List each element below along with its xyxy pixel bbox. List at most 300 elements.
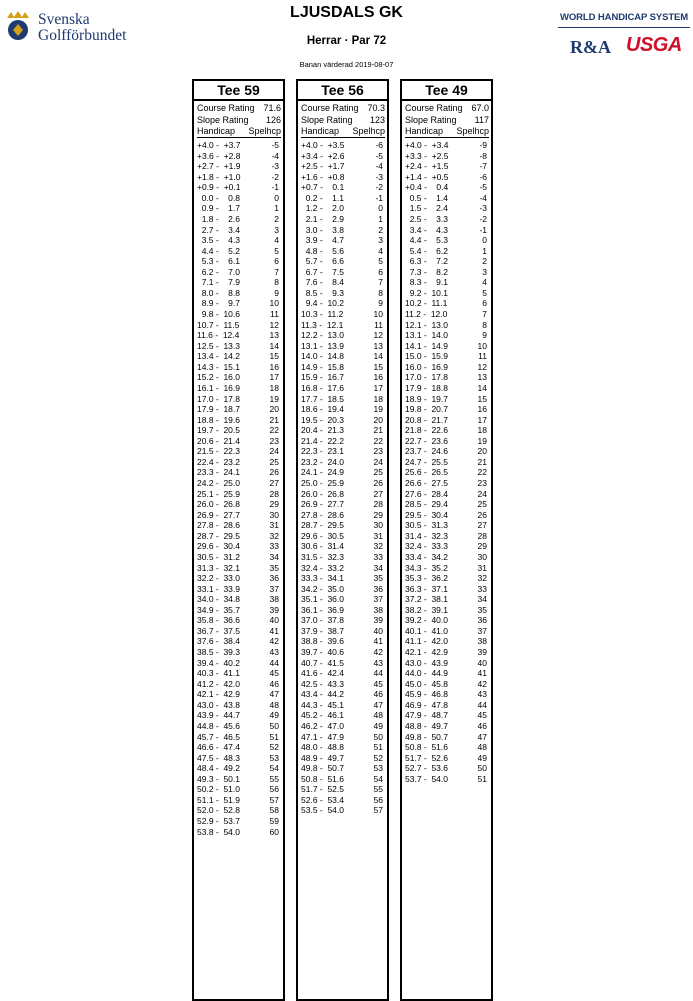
- tee-title: Tee 49: [402, 81, 491, 101]
- table-row: [301, 203, 385, 214]
- handicap-range: 45.7 - 46.5: [197, 731, 241, 742]
- course-rating-value: 70.3: [367, 103, 385, 113]
- handicap-range: 8.9 - 9.7: [197, 298, 240, 309]
- handicap-range: 18.6 - 19.4: [301, 404, 345, 415]
- table-row: [197, 552, 281, 563]
- table-row: [197, 573, 281, 584]
- playing-handicap: 49: [477, 752, 487, 763]
- divider: [558, 27, 690, 28]
- handicap-range: 37.0 - 37.8: [301, 615, 345, 626]
- playing-handicap: 1: [482, 245, 487, 256]
- handicap-range: 35.8 - 36.6: [197, 615, 241, 626]
- handicap-range: 10.2 - 11.1: [405, 298, 448, 309]
- playing-handicap: 6: [378, 266, 383, 277]
- handicap-range: +3.3 - +2.5: [405, 150, 449, 161]
- handicap-range: +4.0 - +3.4: [405, 140, 449, 150]
- playing-handicap: 52: [373, 752, 383, 763]
- table-row: [405, 774, 489, 785]
- playing-handicap: 60: [269, 826, 279, 837]
- handicap-range: 1.8 - 2.6: [197, 213, 240, 224]
- handicap-range: 20.4 - 21.3: [301, 425, 345, 436]
- spelhcp-header: Spelhcp: [456, 126, 489, 136]
- table-row: [405, 151, 489, 162]
- table-row: [405, 679, 489, 690]
- usga-logo: USGA: [626, 34, 682, 56]
- playing-handicap: 12: [373, 330, 383, 341]
- playing-handicap: 53: [373, 763, 383, 774]
- playing-handicap: 0: [482, 235, 487, 246]
- handicap-range: 13.1 - 13.9: [301, 340, 345, 351]
- playing-handicap: 44: [373, 668, 383, 679]
- handicap-range: 10.7 - 11.5: [197, 319, 240, 330]
- handicap-range: 5.3 - 6.1: [197, 256, 240, 267]
- playing-handicap: 13: [373, 340, 383, 351]
- table-row: [301, 605, 385, 616]
- handicap-range: 10.3 - 11.2: [301, 309, 344, 319]
- table-row: [301, 214, 385, 225]
- table-row: [405, 362, 489, 373]
- table-row: [405, 478, 489, 489]
- playing-handicap: 22: [373, 435, 383, 446]
- table-row: [405, 372, 489, 383]
- playing-handicap: 26: [269, 467, 279, 478]
- playing-handicap: 55: [269, 773, 279, 784]
- table-row: [197, 668, 281, 679]
- playing-handicap: 39: [373, 615, 383, 626]
- handicap-range: 50.8 - 51.6: [405, 742, 449, 753]
- table-row: [405, 182, 489, 193]
- handicap-range: 41.1 - 42.0: [405, 636, 449, 647]
- table-row: [405, 658, 489, 669]
- handicap-range: 9.8 - 10.6: [197, 309, 240, 319]
- playing-handicap: 56: [269, 784, 279, 795]
- playing-handicap: 43: [269, 647, 279, 657]
- playing-handicap: 52: [269, 742, 279, 753]
- handicap-range: 27.6 - 28.4: [405, 488, 449, 499]
- playing-handicap: -6: [375, 140, 383, 150]
- playing-handicap: 35: [477, 604, 487, 615]
- handicap-range: 12.1 - 13.0: [405, 319, 449, 330]
- playing-handicap: -1: [375, 192, 383, 203]
- handicap-range: 48.9 - 49.7: [301, 752, 345, 763]
- table-header: [301, 126, 385, 138]
- playing-handicap: 33: [373, 551, 383, 562]
- handicap-range: 44.0 - 44.9: [405, 668, 449, 679]
- playing-handicap: 41: [477, 668, 487, 679]
- handicap-range: 24.2 - 25.0: [197, 478, 241, 488]
- playing-handicap: 45: [269, 668, 279, 679]
- handicap-range: 1.5 - 2.4: [405, 203, 448, 214]
- table-row: [301, 584, 385, 595]
- playing-handicap: 47: [373, 699, 383, 710]
- handicap-range: 12.5 - 13.3: [197, 340, 241, 351]
- handicap-range: 39.7 - 40.6: [301, 647, 345, 657]
- playing-handicap: 39: [477, 647, 487, 657]
- slope-rating-row: [405, 115, 489, 127]
- handicap-range: 52.0 - 52.8: [197, 805, 241, 816]
- playing-handicap: 53: [269, 752, 279, 763]
- table-row: [405, 541, 489, 552]
- handicap-range: 48.4 - 49.2: [197, 763, 241, 774]
- table-row: [197, 394, 281, 405]
- table-row: [197, 288, 281, 299]
- handicap-range: 17.9 - 18.7: [197, 404, 241, 415]
- handicap-range: 42.5 - 43.3: [301, 678, 345, 689]
- handicap-range: 16.0 - 16.9: [405, 361, 449, 372]
- ra-logo: R&A: [570, 37, 611, 57]
- table-row: [301, 161, 385, 172]
- table-row: [301, 710, 385, 721]
- table-row: [197, 563, 281, 574]
- handicap-range: 38.8 - 39.6: [301, 636, 345, 647]
- playing-handicap: 58: [269, 805, 279, 816]
- table-row: [197, 732, 281, 743]
- table-row: [301, 636, 385, 647]
- playing-handicap: 20: [373, 414, 383, 425]
- tee-column: [296, 79, 389, 1001]
- tee-column: [400, 79, 493, 1001]
- playing-handicap: 54: [373, 773, 383, 784]
- handicap-range: 43.0 - 43.9: [405, 657, 449, 668]
- handicap-range: 1.2 - 2.0: [301, 203, 344, 214]
- table-row: [197, 827, 281, 838]
- handicap-range: 40.3 - 41.1: [197, 668, 241, 679]
- playing-handicap: 23: [269, 435, 279, 446]
- playing-handicap: 40: [373, 625, 383, 636]
- handicap-range: 3.0 - 3.8: [301, 224, 344, 235]
- handicap-range: 14.1 - 14.9: [405, 340, 449, 351]
- handicap-range: 39.2 - 40.0: [405, 615, 449, 626]
- playing-handicap: 15: [373, 361, 383, 372]
- handicap-range: 22.4 - 23.2: [197, 456, 241, 467]
- slope-rating-row: [301, 115, 385, 127]
- handicap-range: 9.2 - 10.1: [405, 287, 448, 298]
- table-row: [197, 520, 281, 531]
- table-row: [197, 816, 281, 827]
- table-row: [197, 172, 281, 183]
- handicap-range: 45.2 - 46.1: [301, 710, 345, 721]
- handicap-range: 23.3 - 24.1: [197, 467, 241, 478]
- table-row: [197, 425, 281, 436]
- playing-handicap: 34: [373, 562, 383, 573]
- handicap-range: +1.6 - +0.8: [301, 171, 345, 182]
- handicap-range: 51.1 - 51.9: [197, 794, 241, 805]
- table-row: [197, 225, 281, 236]
- table-row: [405, 732, 489, 743]
- playing-handicap: 36: [269, 573, 279, 584]
- table-row: [405, 288, 489, 299]
- table-row: [301, 225, 385, 236]
- handicap-range: 0.5 - 1.4: [405, 192, 448, 203]
- playing-handicap: 27: [269, 478, 279, 488]
- table-row: [197, 457, 281, 468]
- handicap-range: 2.5 - 3.3: [405, 213, 448, 224]
- table-row: [405, 552, 489, 563]
- playing-handicap: 13: [477, 372, 487, 383]
- table-row: [301, 615, 385, 626]
- handicap-range: 29.6 - 30.5: [301, 530, 345, 541]
- handicap-range: 7.6 - 8.4: [301, 277, 344, 288]
- playing-handicap: 11: [374, 319, 383, 330]
- handicap-range: 49.8 - 50.7: [405, 731, 449, 742]
- playing-handicap: 42: [477, 678, 487, 689]
- table-row: [405, 214, 489, 225]
- playing-handicap: 50: [269, 720, 279, 731]
- playing-handicap: 18: [477, 425, 487, 436]
- handicap-range: 30.5 - 31.2: [197, 551, 241, 562]
- playing-handicap: 10: [373, 309, 383, 319]
- table-row: [301, 246, 385, 257]
- playing-handicap: 48: [373, 710, 383, 721]
- table-row: [301, 700, 385, 711]
- table-row: [301, 626, 385, 637]
- handicap-range: 52.7 - 53.6: [405, 763, 449, 774]
- table-row: [197, 700, 281, 711]
- table-row: [197, 235, 281, 246]
- playing-handicap: -1: [271, 182, 279, 193]
- playing-handicap: -7: [479, 161, 487, 172]
- playing-handicap: 1: [378, 213, 383, 224]
- table-row: [301, 140, 385, 151]
- table-row: [301, 531, 385, 542]
- playing-handicap: 50: [373, 731, 383, 742]
- playing-handicap: 30: [269, 509, 279, 520]
- table-row: [197, 351, 281, 362]
- handicap-range: 38.2 - 39.1: [405, 604, 449, 615]
- table-row: [405, 394, 489, 405]
- handicap-range: +3.4 - +2.6: [301, 150, 345, 161]
- handicap-range: 17.0 - 17.8: [197, 393, 241, 404]
- table-row: [197, 541, 281, 552]
- playing-handicap: -2: [375, 182, 383, 193]
- playing-handicap: 39: [269, 604, 279, 615]
- playing-handicap: 49: [373, 720, 383, 731]
- handicap-range: 13.4 - 14.2: [197, 351, 241, 362]
- tee-column: [192, 79, 285, 1001]
- course-rating-label: Course Rating: [405, 103, 463, 113]
- rating-date: Banan värderad 2019-08-07: [299, 60, 394, 69]
- handicap-range: +0.7 - 0.1: [301, 182, 345, 193]
- table-row: [301, 256, 385, 267]
- handicap-range: 28.7 - 29.5: [301, 520, 345, 531]
- playing-handicap: -2: [479, 213, 487, 224]
- table-row: [197, 489, 281, 500]
- playing-handicap: 27: [477, 520, 487, 531]
- handicap-range: +0.4 - 0.4: [405, 182, 449, 193]
- spelhcp-header: Spelhcp: [352, 126, 385, 136]
- handicap-range: 26.0 - 26.8: [301, 488, 345, 499]
- handicap-range: 13.1 - 14.0: [405, 330, 449, 341]
- table-row: [405, 499, 489, 510]
- playing-handicap: 22: [477, 467, 487, 478]
- handicap-range: 48.8 - 49.7: [405, 720, 449, 731]
- handicap-range: 53.5 - 54.0: [301, 805, 345, 816]
- table-row: [301, 330, 385, 341]
- spelhcp-header: Spelhcp: [248, 126, 281, 136]
- handicap-range: 18.8 - 19.6: [197, 414, 241, 425]
- playing-handicap: -2: [271, 171, 279, 182]
- table-row: [301, 415, 385, 426]
- table-row: [197, 615, 281, 626]
- table-row: [405, 225, 489, 236]
- slope-rating-value: 126: [265, 114, 281, 125]
- table-row: [197, 446, 281, 457]
- table-row: [405, 172, 489, 183]
- playing-handicap: 0: [274, 192, 279, 203]
- table-row: [197, 309, 281, 320]
- playing-handicap: 43: [477, 689, 487, 700]
- table-row: [405, 605, 489, 616]
- playing-handicap: 48: [477, 742, 487, 753]
- table-row: [197, 161, 281, 172]
- handicap-range: 49.3 - 50.1: [197, 773, 241, 784]
- handicap-range: 18.9 - 19.7: [405, 393, 449, 404]
- handicap-range: 47.1 - 47.9: [301, 731, 345, 742]
- playing-handicap: 15: [269, 351, 279, 362]
- playing-handicap: 40: [477, 657, 487, 668]
- playing-handicap: 4: [482, 277, 487, 288]
- handicap-range: 22.3 - 23.1: [301, 446, 345, 457]
- handicap-range: 40.1 - 41.0: [405, 625, 449, 636]
- table-row: [405, 383, 489, 394]
- playing-handicap: 21: [269, 414, 279, 425]
- table-row: [197, 753, 281, 764]
- playing-handicap: 16: [373, 372, 383, 383]
- playing-handicap: 4: [274, 235, 279, 246]
- playing-handicap: 46: [373, 689, 383, 700]
- table-row: [301, 594, 385, 605]
- handicap-range: 46.6 - 47.4: [197, 742, 241, 753]
- table-row: [301, 763, 385, 774]
- handicap-range: 11.2 - 12.0: [405, 309, 448, 319]
- table-row: [197, 763, 281, 774]
- playing-handicap: 25: [477, 499, 487, 510]
- playing-handicap: 57: [269, 794, 279, 805]
- playing-handicap: 31: [269, 520, 279, 531]
- playing-handicap: 32: [373, 541, 383, 552]
- handicap-range: 36.3 - 37.1: [405, 583, 449, 594]
- handicap-range: 15.2 - 16.0: [197, 372, 241, 383]
- table-row: [301, 151, 385, 162]
- handicap-range: 0.2 - 1.1: [301, 192, 344, 203]
- handicap-range: 42.1 - 42.9: [405, 647, 449, 657]
- table-row: [197, 805, 281, 816]
- playing-handicap: 37: [477, 625, 487, 636]
- playing-handicap: 24: [477, 488, 487, 499]
- table-row: [197, 415, 281, 426]
- handicap-range: 48.0 - 48.8: [301, 742, 345, 753]
- tee-title: Tee 59: [194, 81, 283, 101]
- handicap-range: 34.3 - 35.2: [405, 562, 449, 573]
- playing-handicap: 7: [482, 309, 487, 319]
- handicap-range: 37.2 - 38.1: [405, 594, 449, 605]
- table-row: [301, 341, 385, 352]
- table-row: [197, 774, 281, 785]
- table-row: [301, 668, 385, 679]
- table-row: [301, 721, 385, 732]
- playing-handicap: 51: [477, 773, 487, 784]
- table-row: [301, 689, 385, 700]
- table-row: [405, 436, 489, 447]
- handicap-range: 14.0 - 14.8: [301, 351, 345, 362]
- playing-handicap: 14: [477, 382, 487, 393]
- table-row: [197, 510, 281, 521]
- playing-handicap: 22: [269, 425, 279, 436]
- playing-handicap: 51: [269, 731, 279, 742]
- club-title: LJUSDALS GK: [290, 4, 403, 21]
- handicap-range: 45.9 - 46.8: [405, 689, 449, 700]
- playing-handicap: 17: [373, 382, 383, 393]
- table-row: [197, 341, 281, 352]
- handicap-range: 33.3 - 34.1: [301, 573, 345, 584]
- table-row: [197, 383, 281, 394]
- handicap-header: Handicap: [197, 126, 236, 136]
- table-row: [405, 584, 489, 595]
- handicap-range: 34.9 - 35.7: [197, 604, 241, 615]
- playing-handicap: 33: [269, 541, 279, 552]
- table-header: [197, 126, 281, 138]
- handicap-range: 29.6 - 30.4: [197, 541, 241, 552]
- table-row: [405, 467, 489, 478]
- playing-handicap: 1: [274, 203, 279, 214]
- playing-handicap: 29: [269, 499, 279, 510]
- handicap-range: 3.4 - 4.3: [405, 224, 448, 235]
- table-row: [405, 425, 489, 436]
- table-row: [197, 710, 281, 721]
- slope-rating-row: [197, 115, 281, 127]
- table-row: [197, 689, 281, 700]
- table-row: [405, 256, 489, 267]
- handicap-range: 12.2 - 13.0: [301, 330, 345, 341]
- handicap-range: 4.4 - 5.3: [405, 235, 448, 246]
- table-row: [301, 457, 385, 468]
- playing-handicap: 5: [378, 256, 383, 267]
- playing-handicap: 32: [269, 530, 279, 541]
- handicap-range: 49.8 - 50.7: [301, 763, 345, 774]
- playing-handicap: 18: [373, 393, 383, 404]
- playing-handicap: 32: [477, 573, 487, 584]
- playing-handicap: 12: [477, 361, 487, 372]
- handicap-range: 8.3 - 9.1: [405, 277, 448, 288]
- handicap-range: 43.0 - 43.8: [197, 699, 241, 710]
- handicap-range: 37.9 - 38.7: [301, 625, 345, 636]
- table-row: [405, 710, 489, 721]
- handicap-range: +1.8 - +1.0: [197, 171, 241, 182]
- playing-handicap: 2: [482, 256, 487, 267]
- handicap-range: 52.6 - 53.4: [301, 794, 345, 805]
- handicap-range: 11.3 - 12.1: [301, 319, 344, 330]
- handicap-range: 2.7 - 3.4: [197, 224, 240, 235]
- slope-rating-label: Slope Rating: [405, 114, 457, 125]
- table-row: [197, 182, 281, 193]
- handicap-range: +1.4 - +0.5: [405, 171, 449, 182]
- table-row: [197, 193, 281, 204]
- playing-handicap: 16: [269, 361, 279, 372]
- playing-handicap: 3: [274, 224, 279, 235]
- slope-rating-label: Slope Rating: [197, 114, 249, 125]
- table-row: [405, 753, 489, 764]
- playing-handicap: 46: [269, 678, 279, 689]
- table-row: [301, 320, 385, 331]
- slope-rating-label: Slope Rating: [301, 114, 353, 125]
- subtitle: Herrar · Par 72: [306, 35, 387, 47]
- table-row: [301, 679, 385, 690]
- table-row: [405, 320, 489, 331]
- table-row: [301, 510, 385, 521]
- handicap-range: 39.4 - 40.2: [197, 657, 241, 668]
- table-row: [197, 151, 281, 162]
- handicap-range: +4.0 - +3.7: [197, 140, 241, 150]
